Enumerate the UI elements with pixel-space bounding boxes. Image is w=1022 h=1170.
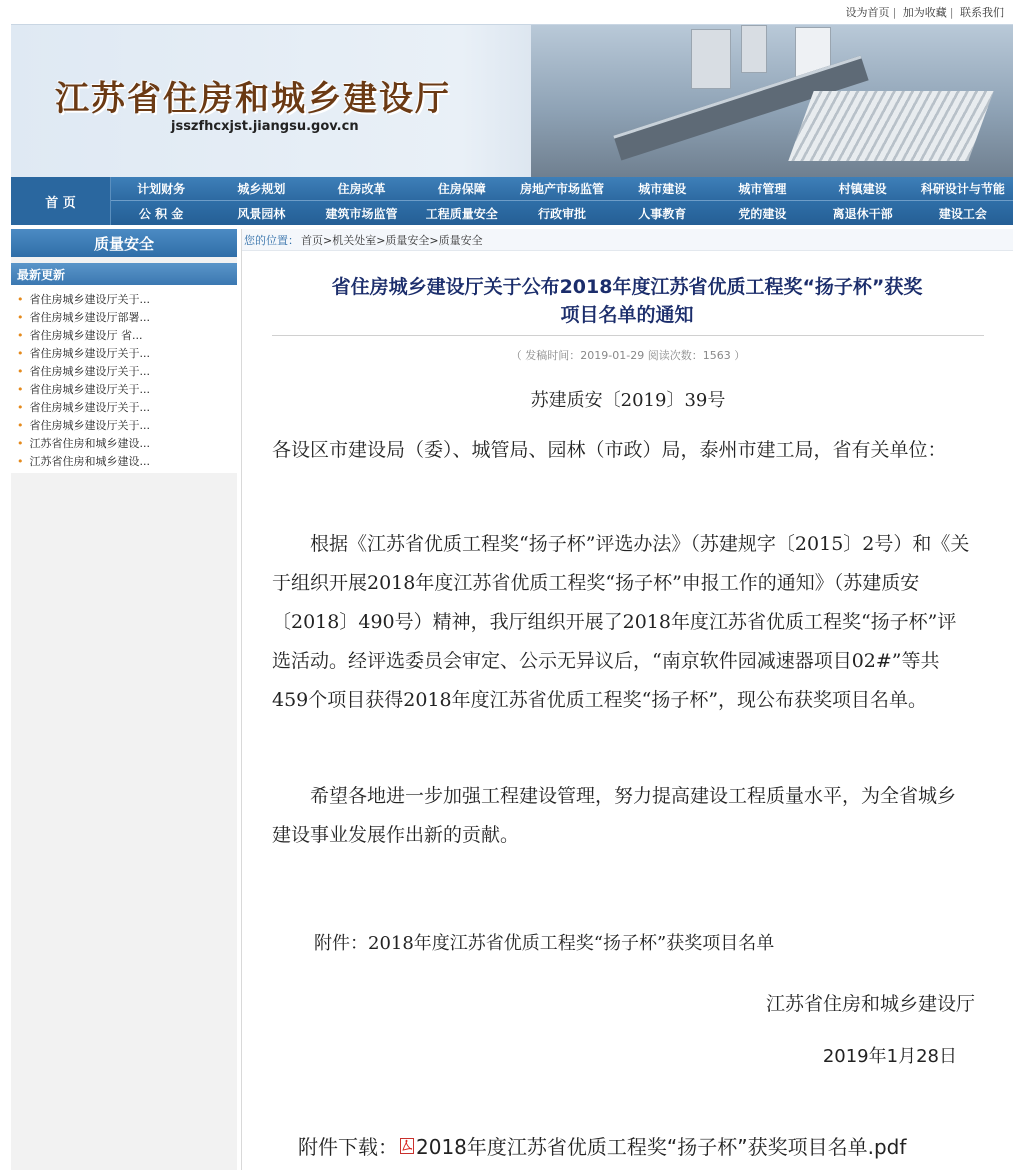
- addressee-paragraph: 各设区市建设局（委）、城管局、园林（市政）局，泰州市建工局，省有关单位：: [272, 439, 947, 461]
- article-title-line: 项目名单的通知: [560, 304, 694, 326]
- nav-item[interactable]: 房地产市场监管: [519, 182, 604, 196]
- list-item[interactable]: • 省住房城乡建设厅关于...: [17, 363, 237, 381]
- nav-item[interactable]: 住房改革: [337, 182, 386, 196]
- list-item[interactable]: • 省住房城乡建设厅关于...: [17, 417, 237, 435]
- title-divider: [272, 335, 984, 336]
- list-item[interactable]: • 省住房城乡建设厅部署...: [17, 309, 237, 327]
- nav-item[interactable]: 城市建设: [638, 182, 687, 196]
- article-meta: （ 发稿时间：2019-01-29 阅读次数：1563 ）: [510, 349, 746, 362]
- contact-link[interactable]: 联系我们: [960, 6, 1004, 19]
- main-nav: [11, 177, 1013, 225]
- attachment-download: [298, 1131, 906, 1160]
- list-item[interactable]: • 江苏省住房和城乡建设...: [17, 453, 237, 471]
- breadcrumb-path[interactable]: 首页>机关处室>质量安全>质量安全: [301, 233, 483, 247]
- main-content: [241, 229, 1013, 1170]
- divider: |: [892, 6, 897, 19]
- nav-item[interactable]: 行政审批: [537, 206, 586, 221]
- list-item[interactable]: • 省住房城乡建设厅关于...: [17, 381, 237, 399]
- document-number: 苏建质安〔2019〕39号: [530, 390, 726, 411]
- nav-item[interactable]: 建筑市场监管: [325, 206, 398, 221]
- nav-item[interactable]: 村镇建设: [838, 182, 887, 196]
- site-domain: jsszfhcxjst.jiangsu.gov.cn: [171, 119, 359, 134]
- sidebar-section-title: 质量安全: [11, 229, 237, 257]
- set-home-link[interactable]: 设为首页: [845, 6, 890, 19]
- divider: |: [949, 6, 954, 19]
- site-banner: [11, 24, 1013, 177]
- nav-item[interactable]: 工程质量安全: [425, 206, 498, 221]
- banner-station-roof: [788, 91, 993, 161]
- closing-paragraph: 希望各地进一步加强工程建设管理，努力提高建设工程质量水平，为全省城乡建设事业发展作出新的贡献。: [272, 785, 957, 846]
- article-title-line: 省住房城乡建设厅关于公布2018年度江苏省优质工程奖“扬子杯”获奖: [331, 276, 923, 298]
- list-item[interactable]: • 省住房城乡建设厅关于...: [17, 291, 237, 309]
- signature-org: 江苏省住房和城乡建设厅: [765, 993, 975, 1015]
- nav-item[interactable]: 离退休干部: [832, 206, 893, 221]
- nav-row-2: [111, 201, 1013, 225]
- breadcrumb-label: 您的位置：: [244, 233, 299, 247]
- list-item[interactable]: • 省住房城乡建设厅 省...: [17, 327, 237, 345]
- nav-item[interactable]: 城市管理: [738, 182, 787, 196]
- signature-date: 2019年1月28日: [822, 1046, 957, 1067]
- list-item[interactable]: • 省住房城乡建设厅关于...: [17, 345, 237, 363]
- download-file-link[interactable]: 2018年度江苏省优质工程奖“扬子杯”获奖项目名单.pdf: [416, 1135, 907, 1159]
- list-item[interactable]: • 省住房城乡建设厅关于...: [17, 399, 237, 417]
- top-links: [846, 4, 1004, 20]
- list-item[interactable]: • 江苏省住房和城乡建设...: [17, 435, 237, 453]
- nav-row-1: [111, 177, 1013, 201]
- nav-item[interactable]: 建设工会: [938, 206, 987, 221]
- banner-building: [741, 25, 767, 73]
- pdf-icon: [400, 1138, 414, 1154]
- sidebar-latest-title: 最新更新: [11, 263, 237, 285]
- nav-item[interactable]: 计划财务: [137, 182, 186, 196]
- nav-item[interactable]: 风景园林: [237, 206, 286, 221]
- latest-updates-list: [11, 285, 237, 473]
- article-title: [262, 273, 992, 329]
- banner-building: [691, 29, 731, 89]
- nav-item[interactable]: 公 积 金: [138, 206, 184, 221]
- nav-item[interactable]: 城乡规划: [237, 182, 286, 196]
- site-title: 江苏省住房和城乡建设厅: [55, 79, 451, 119]
- nav-item[interactable]: 科研设计与节能: [920, 182, 1005, 196]
- attachment-note: 附件：2018年度江苏省优质工程奖“扬子杯”获奖项目名单: [314, 933, 775, 954]
- nav-item[interactable]: 住房保障: [437, 182, 486, 196]
- download-label: 附件下载：: [298, 1135, 398, 1159]
- sidebar: [11, 229, 237, 1170]
- add-favorite-link[interactable]: 加为收藏: [902, 6, 947, 19]
- nav-item[interactable]: 党的建设: [738, 206, 787, 221]
- breadcrumb: [242, 229, 1013, 251]
- nav-item[interactable]: 人事教育: [638, 206, 687, 221]
- nav-home[interactable]: 首 页: [11, 177, 111, 225]
- body-paragraph: 根据《江苏省优质工程奖“扬子杯”评选办法》（苏建规字〔2015〕2号）和《关于组织开展2018年度江苏省优质工程奖“扬子杯”申报工作的通知》（苏建质安〔2018〕490号）精神，我厅组织开展了2018年度江苏省优质工程奖“扬子杯”评选活动。经评选委员会审定、公示无异议后，“南京软件园减速器项目02#”等共459个项目获得2018年度江苏省优质工程奖“扬子杯”，现公布获奖项目名单。: [272, 533, 970, 711]
